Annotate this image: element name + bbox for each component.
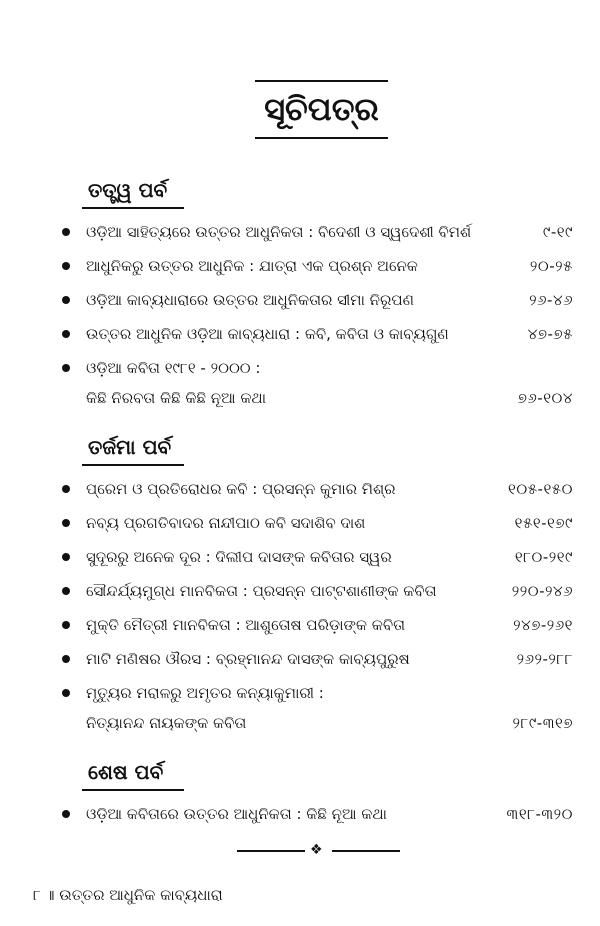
section-heading-tattwa [88, 180, 167, 200]
toc-entry-pages: ୧୫୧-୧୭୯ [514, 514, 573, 532]
toc-entry-title: ଓଡ଼ିଆ କାବ୍ୟଧାରାରେ ଉତ୍ତର ଆଧୁନିକତାର ସୀମା ନିରୂପଣ [86, 291, 414, 309]
bullet-icon [62, 485, 70, 493]
toc-entry-title: ଆଧୁନିକରୁ ଉତ୍ତର ଆଧୁନିକ : ଯାତ୍ରା ଏକ ପ୍ରଶ୍ନ ଅନେକ [86, 257, 418, 275]
bullet-icon [62, 262, 70, 270]
end-ornament [237, 842, 400, 858]
bullet-icon [62, 621, 70, 629]
ornament-left-rule [237, 850, 305, 852]
toc-entry-title: ଓଡ଼ିଆ ସାହିତ୍ୟରେ ଉତ୍ତର ଆଧୁନିକତା : ବିଦେଶୀ ଓ ସ୍ୱଦେଶୀ ବିମର୍ଶ [86, 223, 472, 241]
bullet-icon [62, 810, 70, 818]
section-heading-tarjama [88, 437, 171, 457]
toc-entry-pages: ୨୮୯-୩୧୭ [512, 714, 573, 732]
bullet-icon [62, 689, 70, 697]
section-underline [82, 789, 184, 791]
toc-entry-pages: ୧୮୦-୨୧୯ [514, 548, 573, 566]
toc-entry-pages: ୯-୧୯ [542, 223, 573, 241]
toc-entry-title: ଓଡ଼ିଆ କବିତାରେ ଉତ୍ତର ଆଧୁନିକତା : କିଛି ନୂଆ କଥା [86, 805, 387, 823]
bullet-icon [62, 655, 70, 663]
toc-entry-title: ସୁଦୂରରୁ ଅନେକ ଦୂର : ଦିଲୀପ ଦାସଙ୍କ କବିତାର ସ୍ୱର [86, 548, 392, 566]
title-bottom-rule [255, 137, 388, 139]
ornament-right-rule [332, 850, 400, 852]
section-underline [82, 207, 184, 209]
toc-entry-title: ପ୍ରେମ ଓ ପ୍ରତିରୋଧର କବି : ପ୍ରସନ୍ନ କୁମାର ମିଶ୍ର [86, 480, 396, 498]
toc-entry-title: ମୁକ୍ତି ମୈତ୍ରୀ ମାନବିକତା : ଆଶୁତୋଷ ପରିଡ଼ାଙ୍କ କବିତା [86, 616, 406, 634]
bullet-icon [62, 228, 70, 236]
toc-entry-title-continued: କିଛି ନିରବତା କିଛି କିଛି ନୂଆ କଥା [86, 389, 267, 407]
toc-entry-pages: ୨୪୭-୨୬୧ [513, 616, 573, 634]
page-title: ସୂଚିପତ୍ର [264, 90, 379, 128]
page-footer: ୮ ॥ ଉତ୍ତର ଆଧୁନିକ କାବ୍ୟଧାରା [33, 886, 223, 904]
toc-entry-title: ସୌନ୍ଦର୍ଯ୍ୟମୁଗ୍ଧ ମାନବିକତା : ପ୍ରସନ୍ନ ପାଟ୍ଟଶାଣୀଙ୍କ କବିତା [86, 582, 437, 600]
toc-entry-pages: ୭୬-୧୦୪ [517, 389, 573, 407]
toc-entry-pages: ୨୦-୨୫ [529, 257, 573, 275]
diamond-ornament-icon: ❖ [310, 842, 323, 858]
toc-entry-title: ମାଟି ମଣିଷର ଔରସ : ବ୍ରହ୍ମାନନ୍ଦ ଦାସଙ୍କ କାବ୍ୟପୁରୁଷ [86, 650, 410, 668]
section-heading-text: ତର୍ଜମା ପର୍ବ [88, 435, 172, 459]
bullet-icon [62, 296, 70, 304]
toc-entry-title-continued: ନିତ୍ୟାନନ୍ଦ ନାୟକଙ୍କ କବିତା [86, 714, 247, 732]
bullet-icon [62, 364, 70, 372]
toc-entry-pages: ୨୬୨-୨୮୮ [516, 650, 573, 668]
section-heading-text: ଶେଷ ପର୍ବ [88, 760, 164, 784]
toc-entry-title: ନବ୍ୟ ପ୍ରଗତିବାଦର ନାନ୍ଦୀପାଠ କବି ସଦାଶିବ ଦାଶ [86, 514, 366, 532]
toc-entry-title: ମୃତ୍ୟୁର ମରାଳରୁ ଅମୃତର କନ୍ୟାକୁମାରୀ : [86, 684, 324, 702]
bullet-icon [62, 587, 70, 595]
toc-entry-pages: ୨୨୦-୨୪୬ [511, 582, 573, 600]
toc-entry-pages: ୩୧୮-୩୨୦ [506, 805, 573, 823]
title-block [255, 80, 388, 139]
bullet-icon [62, 330, 70, 338]
toc-entry-pages: ୧୦୫-୧୫୦ [508, 480, 573, 498]
toc-entry-pages: ୨୬-୪୬ [529, 291, 573, 309]
toc-entry-title: ଉତ୍ତର ଆଧୁନିକ ଓଡ଼ିଆ କାବ୍ୟଧାରା : କବି, କବିତା ଓ କାବ୍ୟଗୁଣ [86, 325, 449, 343]
toc-entry-pages: ୪୭-୭୫ [527, 325, 573, 343]
bullet-icon [62, 519, 70, 527]
section-heading-shesha [88, 762, 163, 782]
toc-entry-title: ଓଡ଼ିଆ କବିତା ୧୯୮୧ - ୨୦୦୦ : [86, 359, 261, 377]
section-underline [82, 464, 184, 466]
bullet-icon [62, 553, 70, 561]
section-heading-text: ତତ୍ତ୍ୱ ପର୍ବ [88, 178, 168, 202]
